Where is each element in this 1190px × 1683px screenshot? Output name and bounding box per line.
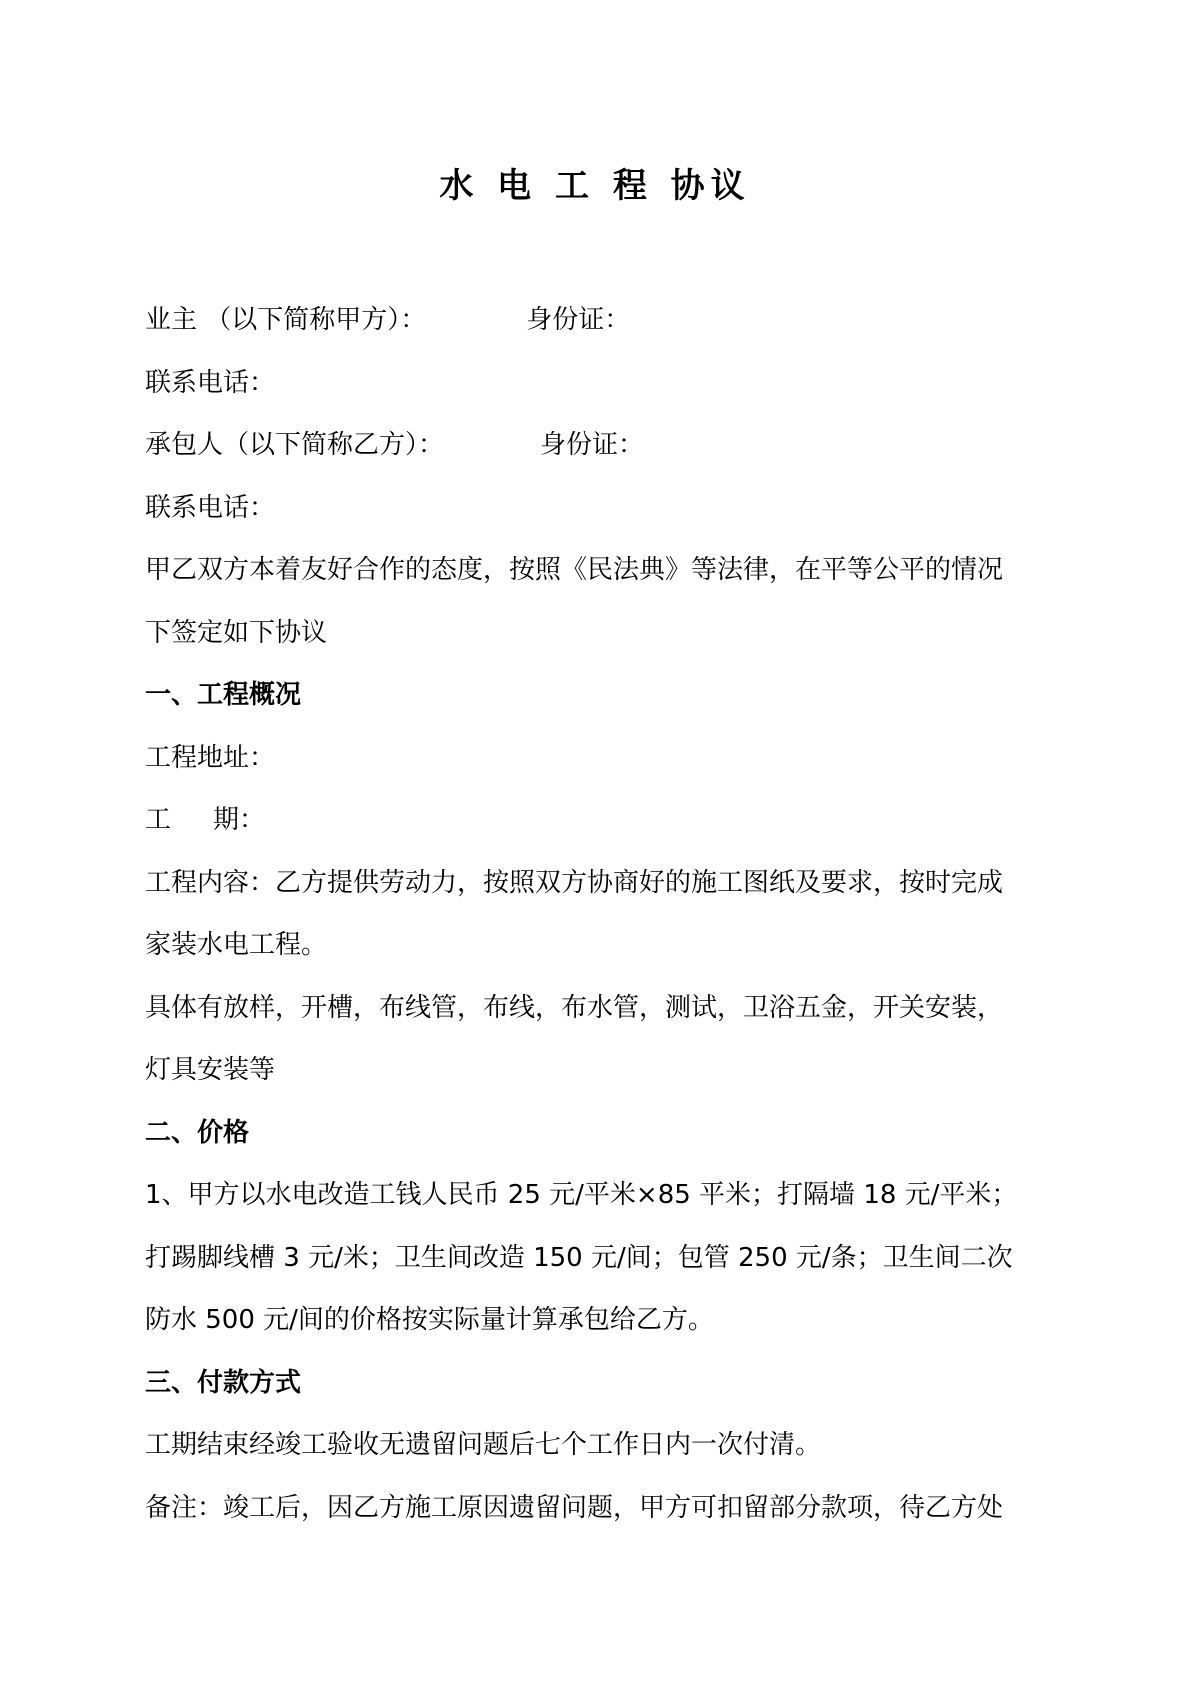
payment-note-line: 备注：竣工后，因乙方施工原因遗留问题，甲方可扣留部分款项，待乙方处	[145, 1492, 1004, 1523]
party-a-label: 业主 （以下简称甲方）：	[145, 305, 427, 335]
address-label: 工程地址：	[145, 742, 276, 773]
payment-line: 工期结束经竣工验收无遗留问题后七个工作日内一次付清。	[145, 1430, 822, 1460]
work-content-line: 灯具安装等	[145, 1055, 276, 1085]
work-content-line: 家装水电工程。	[145, 930, 328, 960]
party-b-phone-label: 联系电话：	[145, 492, 276, 523]
period-label-rest: 期：	[213, 805, 266, 835]
preamble-line: 甲乙双方本着友好合作的态度，按照《民法典》等法律，在平等公平的情况	[145, 555, 1004, 585]
period-line	[145, 789, 1085, 852]
section-heading-price: 二、价格	[145, 1117, 250, 1148]
section-heading-payment: 三、付款方式	[145, 1367, 302, 1398]
price-line: 防水 500 元/间的价格按实际量计算承包给乙方。	[145, 1305, 714, 1335]
price-line: 打踢脚线槽 3 元/米；卫生间改造 150 元/间；包管 250 元/条；卫生间二次	[145, 1242, 1013, 1273]
document-body	[145, 289, 1085, 1539]
section-heading-overview: 一、工程概况	[145, 680, 302, 710]
party-a-phone-label: 联系电话：	[145, 367, 276, 398]
document-title: 水 电 工 程 协议	[439, 166, 751, 206]
party-b-line	[145, 414, 1085, 477]
party-a-line	[145, 289, 1085, 352]
preamble-line: 下签定如下协议	[145, 617, 328, 648]
price-line: 1、甲方以水电改造工钱人民币 25 元/平米×85 平米；打隔墙 18 元/平米；	[145, 1180, 1018, 1210]
party-b-label: 承包人（以下简称乙方）：	[145, 430, 445, 460]
party-a-id-label: 身份证：	[526, 305, 631, 335]
work-content-line: 具体有放样，开槽，布线管，布线，布水管，测试，卫浴五金，开关安装，	[145, 992, 1004, 1023]
work-content-line: 工程内容：乙方提供劳动力，按照双方协商好的施工图纸及要求，按时完成	[145, 867, 1004, 898]
period-label-char: 工	[145, 805, 172, 835]
party-b-id-label: 身份证：	[540, 430, 645, 460]
